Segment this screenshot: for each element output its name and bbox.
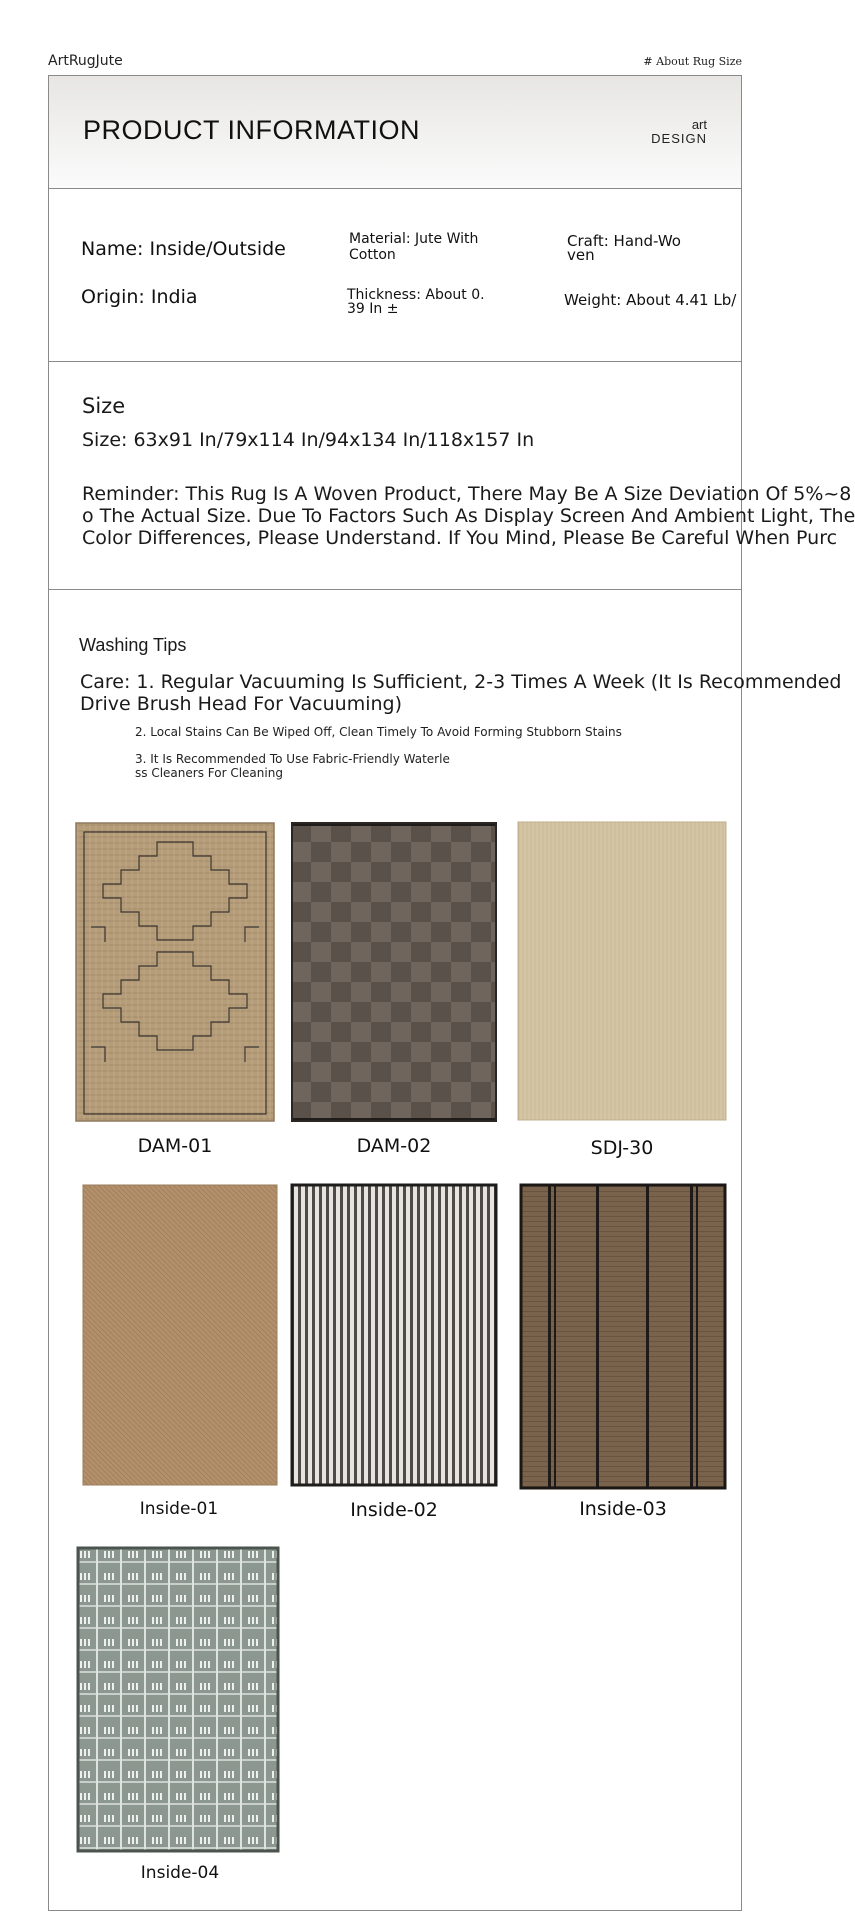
rug-image-inside-04[interactable] [77, 1547, 279, 1852]
tip-3-line-1: 3. It Is Recommended To Use Fabric-Friendly Waterle [135, 752, 450, 766]
care-line-2: Drive Brush Head For Vacuuming) [80, 693, 403, 715]
logo-line-2: DESIGN [651, 131, 707, 146]
reminder-line-1: Reminder: This Rug Is A Woven Product, There May Be A Size Deviation Of 5%~8 [82, 483, 852, 505]
size-heading: Size [82, 394, 126, 418]
spec-thickness [347, 288, 485, 316]
tip-3-line-2: ss Cleaners For Cleaning [135, 766, 283, 780]
size-list: Size: 63x91 In/79x114 In/94x134 In/118x157 In [82, 429, 535, 451]
product-code: Inside-01 [139, 1499, 219, 1519]
tip-3 [135, 752, 450, 780]
spec-thickness-line-2: 39 In ± [347, 301, 399, 317]
brand-name: ArtRugJute [48, 53, 123, 69]
product-code: SDJ-30 [590, 1137, 654, 1159]
size-section [49, 361, 855, 590]
rug-image-sdj-30[interactable] [517, 821, 727, 1121]
product-code: DAM-01 [137, 1135, 213, 1157]
reminder-line-3: Color Differences, Please Understand. If You Mind, Please Be Careful When Purc [82, 527, 838, 549]
product-code: Inside-02 [350, 1499, 438, 1521]
about-rug-size-link[interactable]: # About Rug Size [643, 55, 742, 68]
spec-craft-line-1: Craft: Hand-Wo [567, 232, 681, 250]
product-code: Inside-04 [140, 1863, 220, 1883]
product-code: Inside-03 [579, 1498, 667, 1520]
logo-line-1: art [691, 117, 707, 132]
reminder-line-2: o The Actual Size. Due To Factors Such As Display Screen And Ambient Light, The [82, 505, 855, 527]
page-title: PRODUCT INFORMATION [83, 115, 420, 145]
spec-name: Name: Inside/Outside [81, 238, 286, 260]
header-banner [49, 76, 741, 189]
product-code: DAM-02 [356, 1135, 432, 1157]
washing-heading: Washing Tips [79, 635, 187, 655]
spec-material-line-2: Cotton [349, 247, 396, 263]
art-design-logo [651, 118, 707, 146]
spec-material [349, 231, 478, 263]
spec-weight: Weight: About 4.41 Lb/ [564, 291, 737, 309]
tip-2: 2. Local Stains Can Be Wiped Off, Clean Timely To Avoid Forming Stubborn Stains [135, 725, 622, 739]
product-specs [49, 188, 741, 362]
size-reminder [82, 483, 855, 549]
spec-thickness-line-1: Thickness: About 0. [347, 287, 485, 303]
washing-section [49, 589, 842, 1910]
rug-image-inside-01[interactable] [82, 1184, 278, 1486]
care-text [80, 671, 842, 715]
rug-image-inside-03[interactable] [520, 1184, 726, 1489]
product-info-frame [48, 75, 855, 1911]
spec-material-line-1: Material: Jute With [349, 231, 479, 247]
rug-image-inside-02[interactable] [291, 1184, 497, 1486]
rug-image-dam-02[interactable] [291, 822, 497, 1122]
spec-origin: Origin: India [81, 286, 198, 308]
care-line-1: Care: 1. Regular Vacuuming Is Sufficient, 2-3 Times A Week (It Is Recommended [80, 671, 842, 693]
spec-craft [567, 234, 681, 262]
spec-craft-line-2: ven [567, 246, 595, 264]
rug-image-dam-01[interactable] [75, 822, 275, 1122]
